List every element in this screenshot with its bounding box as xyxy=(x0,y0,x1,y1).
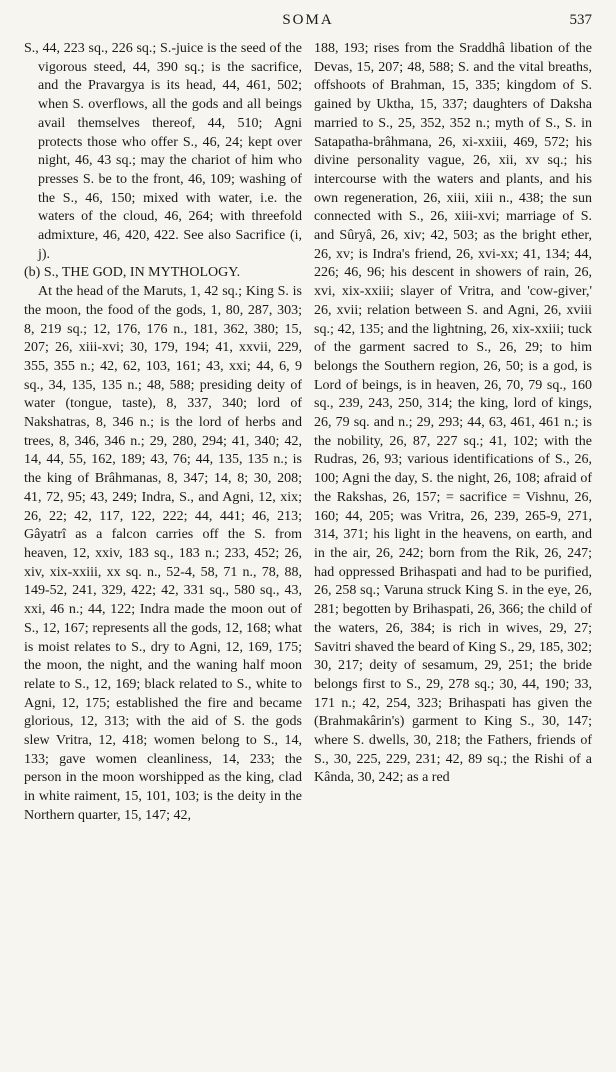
page-number: 537 xyxy=(569,12,592,28)
left-column xyxy=(24,40,302,1066)
index-entry-continuation: S., 44, 223 sq., 226 sq.; S.-juice is the seed of the vigorous steed, 44, 390 sq.; is the sacrifice, and the Pravargya is its head, 44, 461, 502; when S. overflows, all the gods and all beings avail themselves thereof, 44, 510; Agni protects those who offer S., 46, 24; kept over night, 46, 43 sq.; may the chariot of him who presses S. be to the front, 46, 109; washing of the S., 46, 150; mixed with water, i.e. the waters of the cloud, 46, 264; with threefold admixture, 46, 420, 422. See also Sacrifice (i, j). xyxy=(24,41,302,262)
text-columns xyxy=(24,40,592,1066)
page-header xyxy=(24,12,592,34)
right-column xyxy=(314,40,592,1066)
index-entry: At the head of the Maruts, 1, 42 sq.; King S. is the moon, the food of the gods, 1, 80, 287, 303; 8, 219 sq.; 12, 176, 176 n., 181, 362, 380; 15, 207; 26, xiii-xvi; 30, 179, 194; 41, xxvii, 229, 355, 355 n.; 42, 62, 103, 161; 43, xxi; 44, 6, 9 sq., 34, 135, 135 n.; 48, 588; presiding deity of water (tongue, taste), 8, 337, 340; lord of Nakshatras, 8, 346 n.; is the lord of herbs and trees, 8, 346, 346 n.; 29, 280, 294; 41, 340; 42, 14, 44, 55, 162, 189; 43, 76; 44, 135, 135 n.; is the king of Brâhmanas, 8, 347; 14, 8; 30, 208; 41, 72, 95; 43, 249; Indra, S., and Agni, 12, xix; 26, 22; 42, 117, 122, 222; 44, 441; 46, 213; Gâyatrî as a falcon carries off the S. from heaven, 12, xxiv, 183 sq., 183 n.; 233, 452; 26, xiv, xix-xxiii, xx sq. n., 52-4, 58, 71 n., 78, 88, 149-52, 241, 329, 422; 42, 331 sq., 580 sq., 43, xxi, 46 n.; 44, 122; Indra made the moon out of S., 12, 167; represents all the gods, 12, 168; what is moist relates to S., dry to Agni, 12, 169, 175; the moon, the night, and the waning half moon relate to S., 12, 169; black related to S., white to Agni, 12, 175; established the fire and became glorious, 12, 313; with the aid of S. the gods slew Vritra, 12, 418; women belong to S., 14, 133; gave women cleanliness, 14, 233; the person in the moon worshipped as the king, clad in white raiment, 15, 101, 103; is the deity in the Northern quarter, 15, 147; 42, xyxy=(24,284,302,823)
section-heading: (b) S., THE GOD, IN MYTHOLOGY. xyxy=(24,265,241,281)
running-head: SOMA xyxy=(282,12,334,28)
index-entry-continuation: 188, 193; rises from the Sraddhâ libation of the Devas, 15, 207; 48, 588; S. and the vital breaths, offshoots of Brahman, 15, 335; kingdom of S. gained by Uktha, 15, 337; daughters of Daksha married to S., 25, 352, 352 n.; myth of S., S. in Satapatha-brâhmana, 26, xi-xxiii, 469, 572; his divine personality vague, 26, xii, xv sq.; his intercourse with the waters and plants, and his own regeneration, 26, xiii, xiii n., 438; the sun connected with S., 26, xiii-xvi; marriage of S. and Sûryâ, 26, xiv; 42, 503; as the bright ether, 26, xv; is Indra's friend, 26, xvi-xx; 41, 134; 44, 226; 46, 96; his descent in showers of rain, 26, xvi, xix-xxiii; slayer of Vritra, and 'cow-giver,' 26, xvii; relation between S. and Agni, 26, xviii sq.; 42, 135; and the lightning, 26, xix-xxiii; tuck of the garment sacred to S., 26, 29; to him belongs the Southern region, 26, 50; is a god, is Lord of beings, is in heaven, 26, 70, 79 sq., 160 sq., 239, 243, 250, 314; the king, lord of kings, 26, 79 sq. and n.; 29, 293; 44, 63, 461, 461 n.; is the nobility, 26, 87, 227 sq.; 41, 102; with the Rudras, 26, 93; various identifications of S., 26, 100; Agni the day, S. the night, 26, 108; afraid of the Rakshas, 26, 157; = sacrifice = Vishnu, 26, 160; 44, 205; was Vritra, 26, 239, 265-9, 271, 314, 371; his light in the heavens, on earth, and in the air, 26, 242; born from the Rik, 26, 247; had oppressed Brihaspati and had to be purified, 26, 258 sq.; Varuna struck King S. in the eye, 26, 281; begotten by Brihaspati, 26, 366; the child of the waters, 26, 384; is rich in wives, 29, 27; Savitri shaved the beard of King S., 29, 185, 302; 30, 217; deity of sesamum, 29, 251; the bride belongs first to S., 29, 278 sq.; 30, 44, 190; 33, 171 n.; 42, 254, 323; Brihaspati has given the (Brahmakârin's) garment to King S., 30, 147; where S. dwells, 30, 218; the Fathers, friends of S., 30, 225, 229, 231; 42, 89 sq.; the Rishi of a Kânda, 30, 242; as a red xyxy=(314,41,592,786)
